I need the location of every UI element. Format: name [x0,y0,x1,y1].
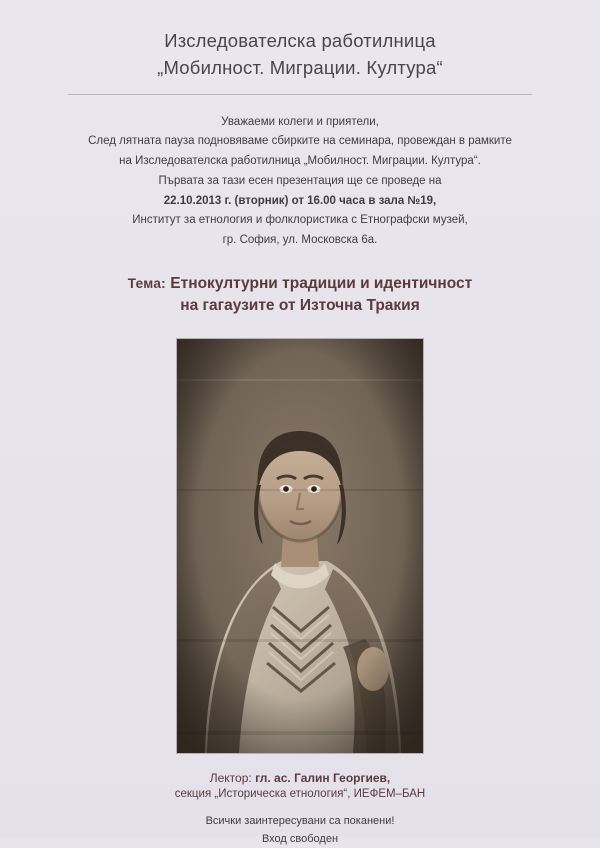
portrait-photo [177,339,423,753]
theme-title-line-1: Етнокултурни традиции и идентичност [170,274,473,292]
theme-title-row-1 [40,273,560,295]
poster-footer [40,769,560,848]
intro-line-7: гр. София, ул. Московска 6а. [222,234,378,247]
portrait-photo-frame [177,339,423,753]
portrait-photo-illustration [177,339,423,753]
header-title-line-2: „Мобилност. Миграции. Култура“ [157,56,443,78]
intro-line-3: на Изследователска работилница „Мобилност. Миграции. Култура“. [119,155,481,168]
theme-title-line-2: на гагаузите от Източна Тракия [180,296,420,314]
lecturer-name: гл. ас. Галин Георгиев, [255,770,391,785]
intro-event-datetime: 22.10.2013 г. (вторник) от 16.00 часа в зала №19, [163,194,437,207]
lecturer-section: секция „Историческа етнология“, ИЕФЕМ–БАН [174,788,426,801]
header-title-line-1: Изследователска работилница [164,30,436,51]
intro-line-1: Уважаеми колеги и приятели, [221,115,379,128]
theme-block [40,273,560,317]
lecturer-line [40,769,560,788]
intro-line-2: След лятната пауза подновяваме сбирките на семинара, провеждан в рамките [88,135,512,148]
intro-block [40,113,560,251]
closing-line-1: Всички заинтересувани са поканени! [205,815,395,828]
header-divider [68,94,532,95]
poster-header [40,24,560,95]
intro-line-4: Първата за тази есен презентация ще се проведе на [158,174,442,187]
lecturer-label: Лектор: [209,770,252,785]
closing-block [40,812,560,848]
intro-line-6: Институт за етнология и фолклористика с Етнографски музей, [132,214,468,227]
theme-label: Тема: [127,275,166,291]
closing-line-2: Вход свободен [261,833,339,846]
